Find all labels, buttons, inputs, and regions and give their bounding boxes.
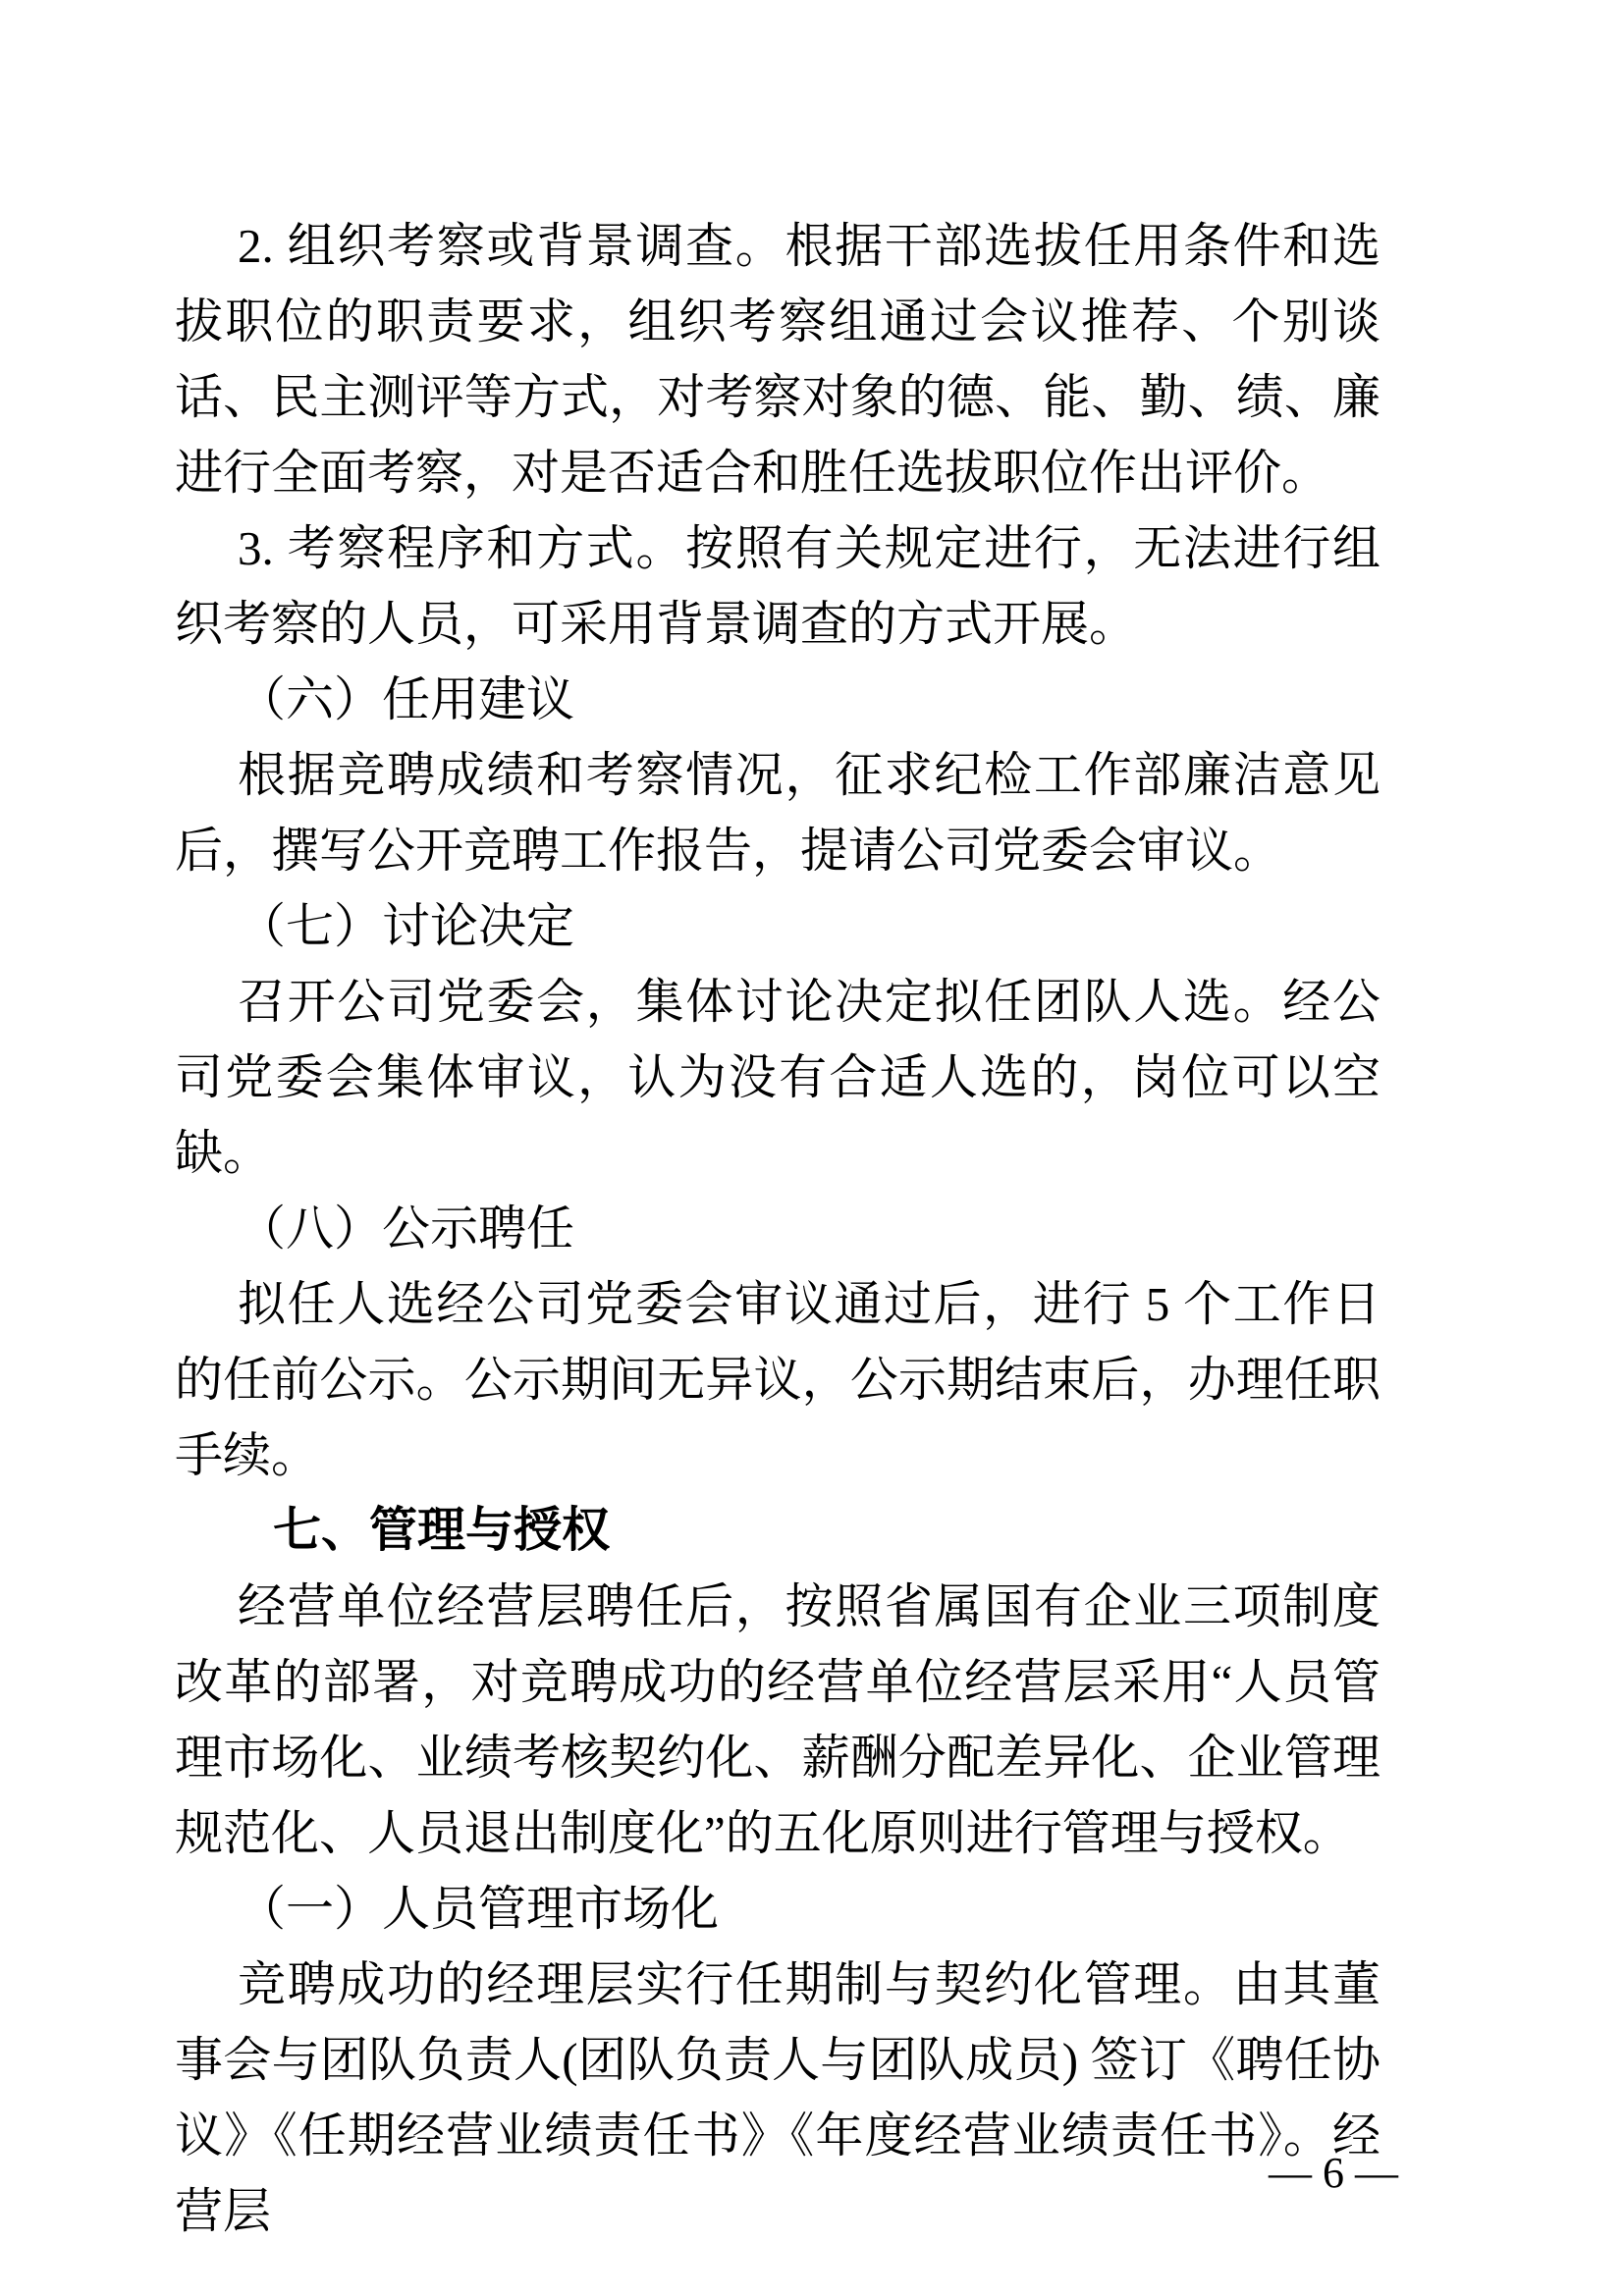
paragraph: 拟任人选经公司党委会审议通过后，进行 5 个工作日的任前公示。公示期间无异议，公示期结束后，办理任职手续。 xyxy=(175,1277,1380,1482)
sub-heading: （六）任用建议 xyxy=(238,671,575,727)
paragraph: 竞聘成功的经理层实行任期制与契约化管理。由其董事会与团队负责人(团队负责人与团队成员) 签订《聘任协议》《任期经营业绩责任书》《年度经营业绩责任书》。经营层 xyxy=(175,1957,1380,2238)
paragraph: 3. 考察程序和方式。按照有关规定进行，无法进行组织考察的人员，可采用背景调查的方式开展。 xyxy=(175,521,1380,651)
paragraph: 2. 组织考察或背景调查。根据干部选拔任用条件和选拔职位的职责要求，组织考察组通过会议推荐、个别谈话、民主测评等方式，对考察对象的德、能、勤、绩、廉进行全面考察，对是否适合和胜任选拔职位作出评价。 xyxy=(175,219,1380,500)
document-body xyxy=(175,208,1380,2249)
paragraph: 根据竞聘成绩和考察情况，征求纪检工作部廉洁意见后，撰写公开竞聘工作报告，提请公司党委会审议。 xyxy=(175,748,1380,878)
section-heading: 七、管理与授权 xyxy=(273,1504,611,1557)
paragraph: 召开公司党委会，集体讨论决定拟任团队人选。经公司党委会集体审议，认为没有合适人选的，岗位可以空缺。 xyxy=(175,975,1380,1180)
sub-heading: （七）讨论决定 xyxy=(238,898,575,954)
sub-heading: （一）人员管理市场化 xyxy=(238,1881,720,1937)
sub-heading: （八）公示聘任 xyxy=(238,1201,575,1256)
page-number: — 6 — xyxy=(1269,2149,1398,2197)
paragraph: 经营单位经营层聘任后，按照省属国有企业三项制度改革的部署，对竞聘成功的经营单位经营层采用“人员管理市场化、业绩考核契约化、薪酬分配差异化、企业管理规范化、人员退出制度化”的五化原则进行管理与授权。 xyxy=(175,1579,1380,1860)
